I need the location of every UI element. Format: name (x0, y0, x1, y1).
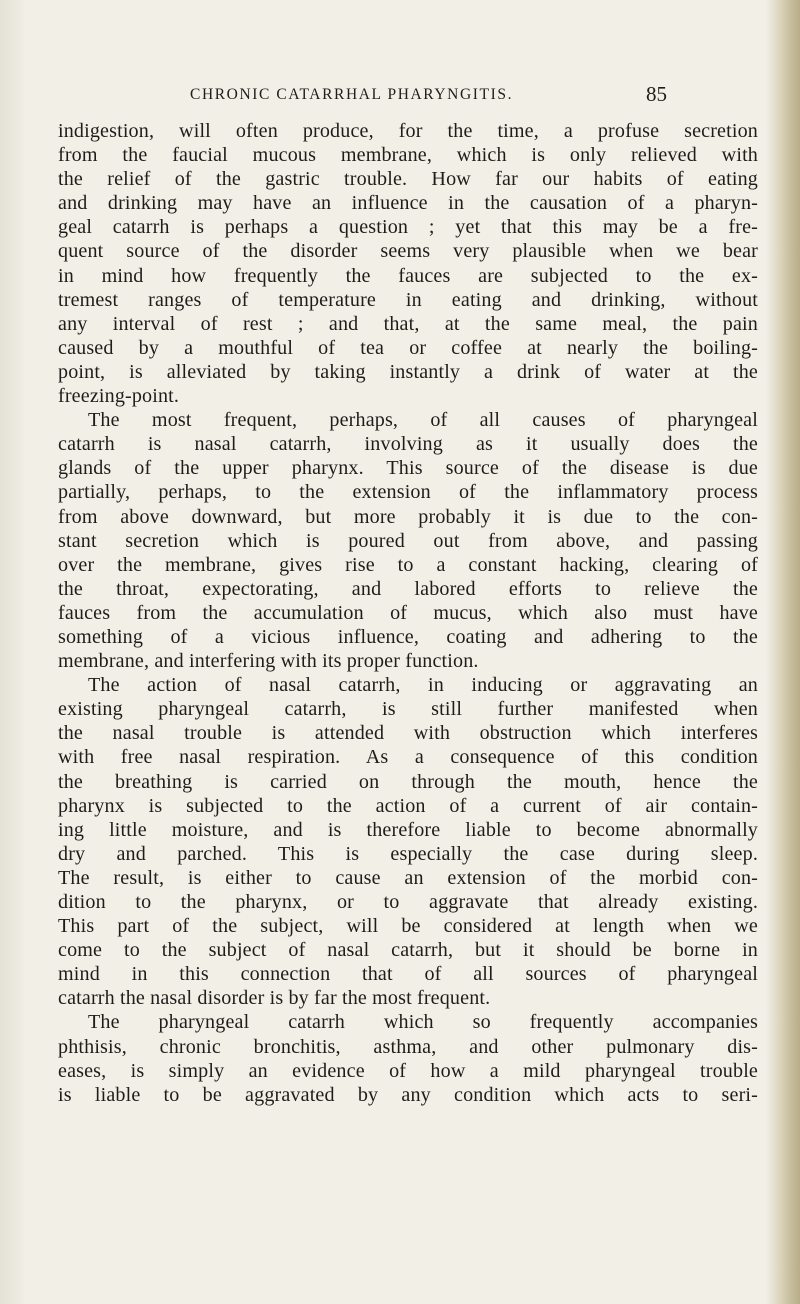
body-text (58, 119, 758, 1107)
text-line: is liable to be aggravated by any condition which acts to seri- (58, 1083, 758, 1106)
text-line: from above downward, but more probably it is due to the con- (58, 505, 758, 528)
text-line: freezing-point. (58, 385, 180, 408)
text-line: the relief of the gastric trouble. How far our habits of eating (58, 168, 758, 191)
text-line: The most frequent, perhaps, of all causes of pharyngeal (88, 409, 758, 432)
text-line: The pharyngeal catarrh which so frequently accompanies (88, 1011, 758, 1034)
text-line: The result, is either to cause an extension of the morbid con- (58, 866, 758, 889)
text-line: partially, perhaps, to the extension of the inflammatory process (58, 481, 758, 504)
text-line: in mind how frequently the fauces are subjected to the ex- (58, 264, 758, 287)
text-line: point, is alleviated by taking instantly a drink of water at the (58, 360, 758, 383)
running-head (0, 82, 800, 110)
page-number: 85 (646, 82, 667, 106)
text-line: glands of the upper pharynx. This source of the disease is due (58, 457, 758, 480)
text-line: and drinking may have an influence in the causation of a pharyn- (58, 192, 758, 215)
text-line: dition to the pharynx, or to aggravate that already existing. (58, 891, 758, 913)
text-line: come to the subject of nasal catarrh, but it should be borne in (58, 939, 758, 962)
text-line: This part of the subject, will be considered at length when we (58, 915, 758, 938)
text-line: eases, is simply an evidence of how a mild pharyngeal trouble (58, 1059, 758, 1082)
text-line: mind in this connection that of all sources of pharyngeal (58, 963, 758, 986)
text-line: The action of nasal catarrh, in inducing or aggravating an (88, 674, 758, 697)
text-line: ing little moisture, and is therefore liable to become abnormally (58, 818, 758, 841)
text-line: with free nasal respiration. As a consequence of this condition (58, 746, 758, 769)
text-line: caused by a mouthful of tea or coffee at nearly the boiling- (58, 336, 758, 359)
text-line: membrane, and interfering with its proper function. (58, 650, 479, 673)
text-line: fauces from the accumulation of mucus, which also must have (58, 601, 758, 624)
text-line: the breathing is carried on through the mouth, hence the (58, 770, 758, 793)
text-line: catarrh is nasal catarrh, involving as it usually does the (58, 433, 758, 456)
text-line: existing pharyngeal catarrh, is still further manifested when (58, 698, 758, 721)
text-line: something of a vicious influence, coating and adhering to the (58, 625, 758, 648)
text-line: catarrh the nasal disorder is by far the most frequent. (58, 987, 491, 1010)
page-gutter-shadow (766, 0, 800, 1304)
page-left-edge (0, 0, 26, 1304)
text-line: phthisis, chronic bronchitis, asthma, and other pulmonary dis- (58, 1035, 758, 1058)
text-line: over the membrane, gives rise to a constant hacking, clearing of (58, 553, 758, 576)
text-line: from the faucial mucous membrane, which is only relieved with (58, 144, 758, 167)
text-line: the nasal trouble is attended with obstruction which interferes (58, 722, 758, 745)
text-line: geal catarrh is perhaps a question ; yet that this may be a fre- (58, 216, 758, 239)
text-line: dry and parched. This is especially the case during sleep. (58, 842, 758, 865)
text-line: pharynx is subjected to the action of a current of air contain- (58, 794, 758, 817)
text-line: quent source of the disorder seems very plausible when we bear (58, 240, 758, 263)
text-line: tremest ranges of temperature in eating and drinking, without (58, 288, 758, 311)
running-title: CHRONIC CATARRHAL PHARYNGITIS. (190, 86, 514, 103)
text-line: stant secretion which is poured out from above, and passing (58, 529, 758, 552)
text-line: the throat, expectorating, and labored efforts to relieve the (58, 577, 758, 600)
text-line: indigestion, will often produce, for the time, a profuse secretion (58, 120, 758, 142)
text-line: any interval of rest ; and that, at the same meal, the pain (58, 312, 758, 335)
